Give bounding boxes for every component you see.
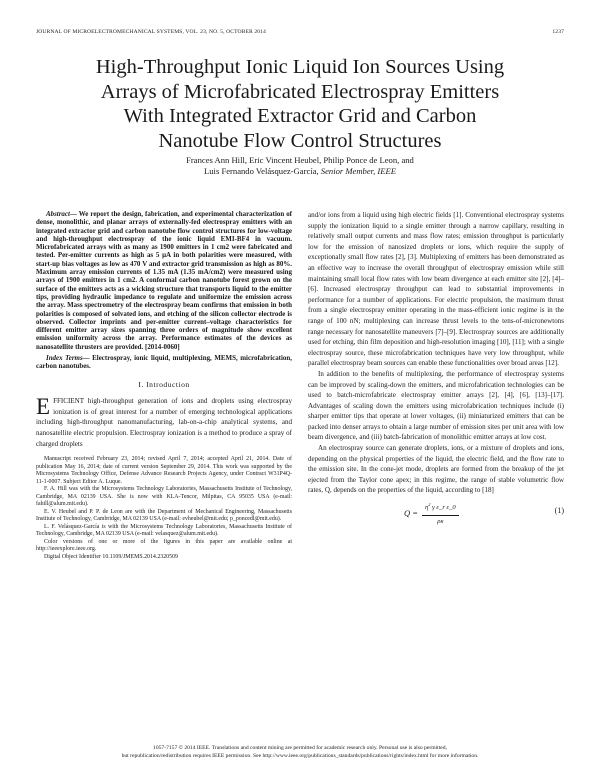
numerator-rest: γ ε_r ε_0 — [430, 504, 456, 512]
author-role: Senior Member, IEEE — [320, 166, 396, 176]
index-terms — [36, 354, 292, 371]
copyright-line: 1057-7157 © 2014 IEEE. Translations and content mining are permitted for academic research only. Personal use is also permitted, — [153, 745, 447, 751]
intro-text: FFICIENT high-throughput generation of ions and droplets using electrospray ionization is of great interest for a number of emerging technological applications including high-throughput nanomanufacturing, lab-on-a-chip analytical systems, and nanosatellite electric propulsion. Electrospray ionization is a method to produce a spray of charged droplets — [36, 397, 292, 448]
abstract — [36, 210, 292, 351]
left-column — [36, 210, 292, 561]
copyright-notice — [36, 745, 564, 760]
numerator-exponent: 2 — [428, 502, 431, 508]
title-line: Nanotube Flow Control Structures — [158, 129, 442, 152]
running-header — [36, 29, 564, 35]
body-paragraph: and/or ions from a liquid using high electric fields [1]. Conventional electrospray systems supply the ionization liquid to a single emitter through a narrow capillary, resulting in relatively small output currents and mass flow rates; emission throughput is particularly low for the emission of nanosized droplets or ions, which require the supply of exceptionally small flow rates [2], [3]. Multiplexing of emitters has been demonstrated as an effective way to increase the overall throughput of electrospray emission while still maintaining small local flow rates with low beam divergence at each emitter site [2], [4]–[6]. Increased electrospray throughput can lead to substantial improvements in performance for a number of applications. For electric propulsion, the maximum thrust from a single electrospray emitter operating in the mass-efficient ionic regime is in the range of 100 nN; multiplexing can increase thrust levels to the tens-of-micronewtons range necessary for nanosatellite maneuvers [7]–[9]. Electrospray sources are additionally used for etching, thin film deposition and high-resolution imaging [10], [11]; with a single electrospray source, these microfabrication techniques have very low throughput, while parallel electrospray beam sources can enable these functionalities over broad areas [12]. — [308, 211, 564, 368]
equation-body — [404, 500, 459, 527]
equation-denominator: ρκ — [437, 517, 444, 525]
journal-name: JOURNAL OF MICROELECTROMECHANICAL SYSTEMS, VOL. 23, NO. 5, OCTOBER 2014 — [36, 29, 266, 35]
intro-paragraph — [36, 396, 292, 449]
footnote: E. V. Heubel and P. P. de Leon are with the Department of Mechanical Engineering, Massachusetts Institute of Technology, Cambridge, MA 02139 USA (e-mail: evheubel@mit.edu; p_poncedl@mit.edu). — [36, 508, 292, 523]
section-heading: I. Introduction — [138, 379, 190, 389]
equation-1 — [308, 497, 564, 527]
footnote: Digital Object Identifier 10.1109/JMEMS.2014.2320509 — [44, 553, 178, 560]
equation-lhs: Q = — [404, 508, 418, 519]
title-line: With Integrated Extractor Grid and Carbon — [123, 105, 477, 127]
author-list — [40, 155, 560, 177]
footnote: Color versions of one or more of the figures in this paper are available online at http://ieeexplore.ieee.org. — [36, 538, 292, 553]
equation-number: (1) — [554, 506, 564, 516]
abstract-lead: Abstract — [46, 210, 70, 218]
paper-title — [40, 55, 560, 153]
body-paragraph: In addition to the benefits of multiplexing, the performance of electrospray systems can be improved by scaling-down the emitters, and microfabrication technologies can be used to batch-microfabricate electrospray emitter arrays [2], [4], [6], [13]–[17]. Advantages of scaling down the emitters using microfabrication techniques include (i) sharper emitter tips that operate at lower voltages, (ii) miniaturized emitters that can be packed into denser arrays to obtain a large number of emission sites per unit area with low beam divergence, and (iii) batch-fabrication of monolithic emitter arrays at low cost. — [308, 369, 564, 442]
footnotes — [36, 456, 292, 561]
footnote: F. A. Hill was with the Microsystems Technology Laboratories, Massachusetts Institute of Technology, Cambridge, MA 02139 USA. She is now with KLA-Tencor, Milpitas, CA 95035 USA (e-mail: fahill@alum.mit.edu). — [36, 486, 292, 508]
equation-numerator — [422, 500, 459, 516]
right-column — [308, 210, 564, 527]
index-terms-text: — Electrospray, ionic liquid, multiplexing, MEMS, microfabrication, carbon nanotubes. — [36, 354, 292, 371]
author-line: Frances Ann Hill, Eric Vincent Heubel, Philip Ponce de Leon, and — [186, 155, 414, 165]
author-line — [40, 166, 560, 177]
footnote: Manuscript received February 23, 2014; revised April 7, 2014; accepted April 21, 2014. Date of publication May 16, 2014; date of current version September 29, 2014. This work was supported by the Microsystems Technology Office, Defense Advance Research Projects Agency, under Contract W31P4Q-11-1-0007. Subject Editor A. Luque. — [36, 456, 292, 485]
body-paragraph: An electrospray source can generate droplets, ions, or a mixture of droplets and ions, depending on the physical properties of the liquid, the electric field, and the flow rate to the emission site. In the cone-jet mode, droplets are formed from the breakup of the jet ejected from the Taylor cone apex; in this regime, the range of stable volumetric flow rates, Q, depends on the properties of the liquid, according to [18] — [308, 444, 564, 495]
abstract-code: [2014-0060] — [145, 342, 180, 351]
copyright-line: but republication/redistribution requires IEEE permission. See http://www.ieee.org/publications_standards/publications/rights/index.html for more information. — [121, 752, 479, 759]
title-line: Arrays of Microfabricated Electrospray Emitters — [100, 80, 500, 103]
page-number: 1237 — [552, 29, 564, 35]
drop-cap: E — [36, 394, 51, 420]
index-terms-lead: Index Terms — [46, 354, 83, 363]
footnote: L. F. Velásquez-García is with the Microsystems Technology Laboratories, Massachusetts Institute of Technology, Cambridge, MA 02139 USA (e-mail: velasquez@alum.mit.edu). — [36, 523, 292, 538]
abstract-text: — We report the design, fabrication, and experimental characterization of dense, monolithic, and planar arrays of externally-fed electrospray emitters with an integrated extractor grid and carbon nanotube flow control structures for low-voltage and high-throughput electrospray of the ionic liquid EMI-BF4 in vacuum. Microfabricated arrays with as many as 1900 emitters in 1 cm2 were fabricated and tested. Per-emitter currents as high as 5 μA in both polarities were measured, with start-up bias voltages as low as 470 V and extractor grid transmission as high as 80%. Maximum array emission currents of 1.35 mA (1.35 mA/cm2) were measured using arrays of 1900 emitters in 1 cm2. A conformal carbon nanotube forest grown on the surface of the emitters acts as a wicking structure that transports liquid to the emitter tips, providing hydraulic impedance to regulate and uniformize the emission across the array. Mass spectrometry of the electrospray beam confirms that emission in both polarities is composed of solvated ions, and etching of the silicon collector electrode is observed. Collector imprints and per-emitter current–voltage characteristics for different emitter array sizes spanning three orders of magnitude show excellent emission uniformity across the array. Performance estimates of the devices as nanosatellite thrusters are provided. — [36, 210, 292, 351]
equation-fraction — [422, 500, 459, 527]
author-name: Luis Fernando Velásquez-García, — [204, 166, 319, 176]
numerator-base: η — [425, 504, 429, 512]
title-line: High-Throughput Ionic Liquid Ion Sources Using — [95, 56, 505, 78]
